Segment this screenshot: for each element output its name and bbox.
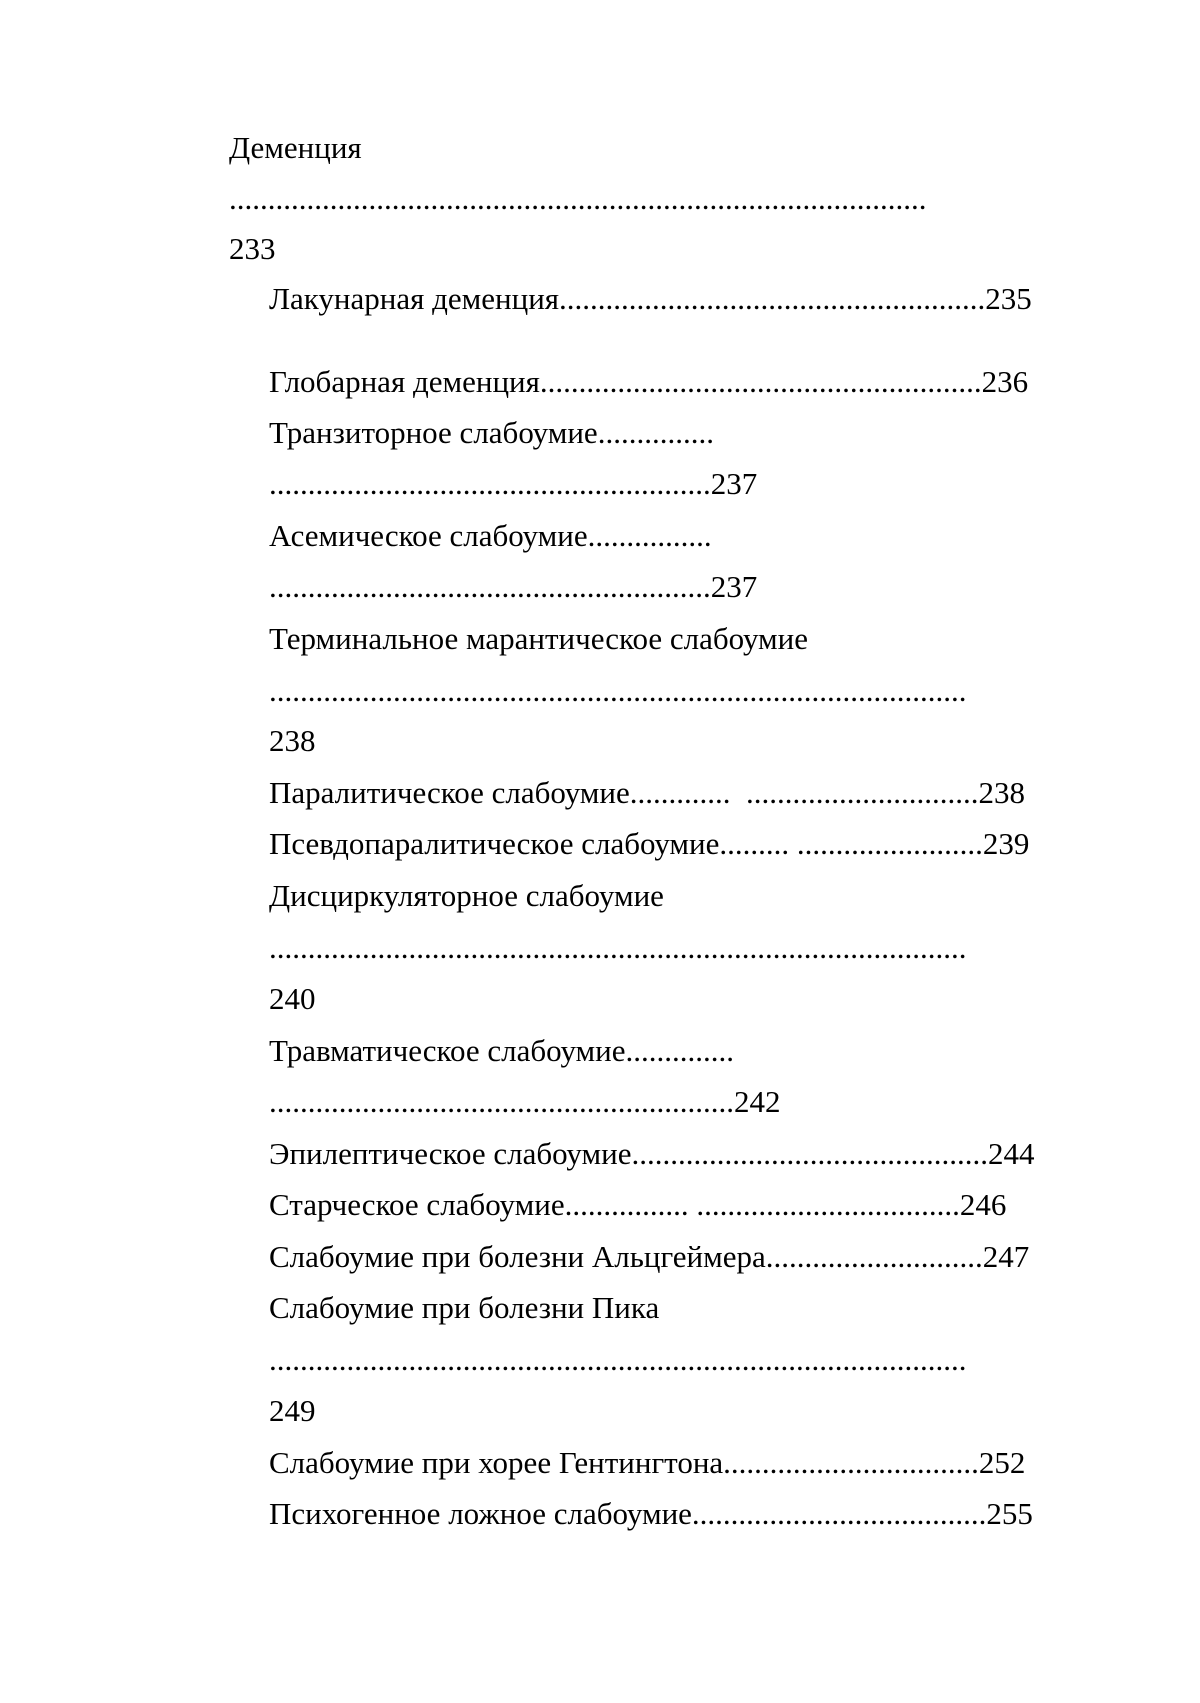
toc-leader-dots: ............................................................242	[269, 1084, 781, 1119]
toc-entry-psychogenic-pseudodementia: Психогенное ложное слабоумие......................................255	[269, 1496, 1033, 1531]
toc-leader-dots: ..........................................................................................	[269, 930, 967, 965]
toc-page-number: 238	[269, 723, 316, 758]
toc-page-number: 249	[269, 1393, 316, 1428]
toc-entry-senile-dementia: Старческое слабоумие................ ..................................246	[269, 1187, 1007, 1222]
toc-leader-dots: ..........................................................................................	[269, 1342, 967, 1377]
toc-entry-huntington-dementia: Слабоумие при хорее Гентингтона.................................252	[269, 1445, 1026, 1480]
toc-leader-dots: ..........................................................................................	[229, 181, 927, 216]
toc-entry-lacunar-dementia: Лакунарная деменция.......................................................235	[269, 281, 1032, 316]
toc-entry-epileptic-dementia: Эпилептическое слабоумие..............................................244	[269, 1136, 1035, 1171]
toc-entry-alzheimer-dementia: Слабоумие при болезни Альцгеймера............................247	[269, 1239, 1030, 1274]
toc-entry-global-dementia: Глобарная деменция.........................................................236	[269, 364, 1029, 399]
toc-entry-transitory-dementia: Транзиторное слабоумие...............	[269, 415, 714, 450]
toc-page-number: 240	[269, 981, 316, 1016]
toc-leader-dots: ..........................................................................................	[269, 673, 967, 708]
toc-entry-terminal-marantic-dementia: Терминальное марантическое слабоумие	[269, 621, 809, 656]
toc-leader-dots: .........................................................237	[269, 466, 758, 501]
toc-entry-pick-dementia: Слабоумие при болезни Пика	[269, 1290, 660, 1325]
toc-entry-pseudoparalytic-dementia: Псевдопаралитическое слабоумие......... ........................239	[269, 826, 1030, 861]
toc-page-number: 233	[229, 231, 276, 266]
toc-leader-dots: .........................................................237	[269, 569, 758, 604]
toc-entry-paralytic-dementia: Паралитическое слабоумие............. ..............................238	[269, 775, 1026, 810]
toc-entry-traumatic-dementia: Травматическое слабоумие..............	[269, 1033, 735, 1068]
toc-entry-discirculatory-dementia: Дисциркуляторное слабоумие	[269, 878, 664, 913]
toc-entry-asemic-dementia: Асемическое слабоумие................	[269, 518, 712, 553]
toc-heading-dementia: Деменция	[229, 130, 362, 165]
